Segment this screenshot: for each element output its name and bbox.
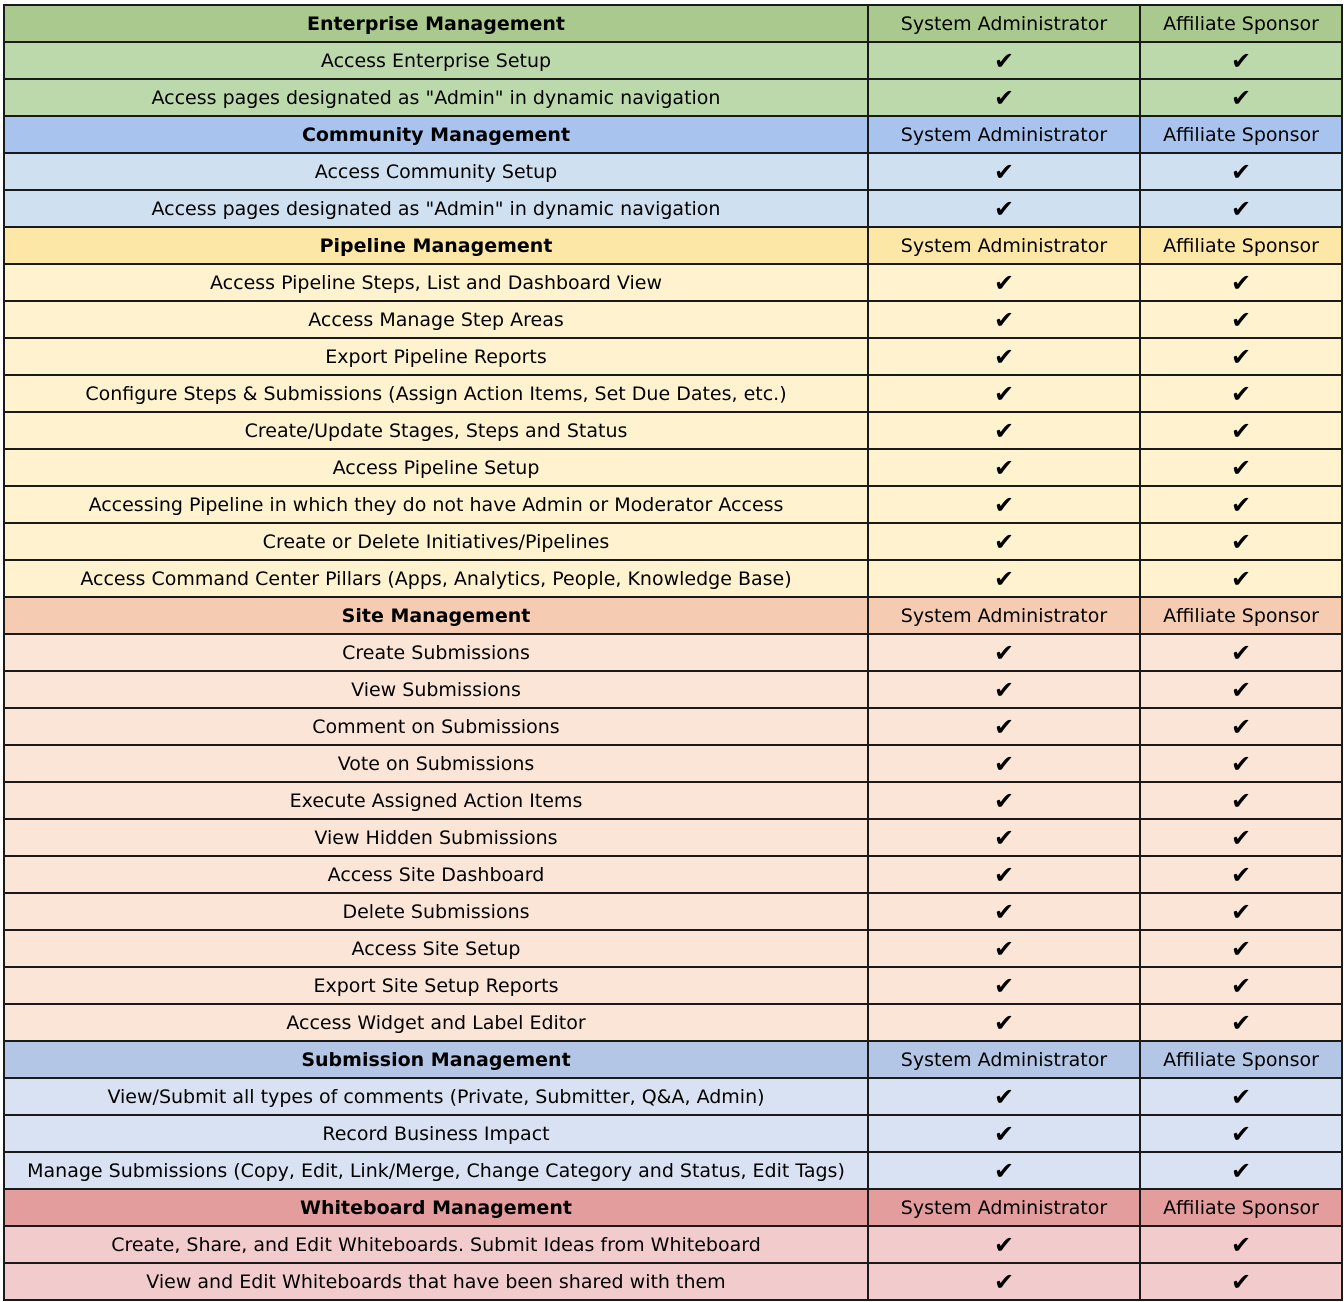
- permission-feature: Export Site Setup Reports: [4, 967, 868, 1004]
- affiliate-sponsor-check-icon: ✔: [1140, 412, 1342, 449]
- affiliate-sponsor-check-icon: ✔: [1140, 42, 1342, 79]
- permission-feature: Create, Share, and Edit Whiteboards. Submit Ideas from Whiteboard: [4, 1226, 868, 1263]
- table-row: [4, 671, 1342, 708]
- system-admin-check-icon: ✔: [868, 1226, 1140, 1263]
- section-header-submission: [4, 1041, 1342, 1078]
- permission-feature: View and Edit Whiteboards that have been shared with them: [4, 1263, 868, 1300]
- column-header-affiliate-sponsor: Affiliate Sponsor: [1140, 116, 1342, 153]
- affiliate-sponsor-check-icon: ✔: [1140, 449, 1342, 486]
- system-admin-check-icon: ✔: [868, 486, 1140, 523]
- table-row: [4, 856, 1342, 893]
- system-admin-check-icon: ✔: [868, 745, 1140, 782]
- affiliate-sponsor-check-icon: ✔: [1140, 634, 1342, 671]
- permissions-table-body: [4, 5, 1342, 1300]
- table-row: [4, 375, 1342, 412]
- permission-feature: View Hidden Submissions: [4, 819, 868, 856]
- system-admin-check-icon: ✔: [868, 338, 1140, 375]
- permission-feature: Access Manage Step Areas: [4, 301, 868, 338]
- table-row: [4, 1004, 1342, 1041]
- column-header-system-administrator: System Administrator: [868, 1189, 1140, 1226]
- affiliate-sponsor-check-icon: ✔: [1140, 153, 1342, 190]
- permission-feature: Manage Submissions (Copy, Edit, Link/Merge, Change Category and Status, Edit Tags): [4, 1152, 868, 1189]
- permission-feature: Create/Update Stages, Steps and Status: [4, 412, 868, 449]
- system-admin-check-icon: ✔: [868, 1115, 1140, 1152]
- affiliate-sponsor-check-icon: ✔: [1140, 1263, 1342, 1300]
- affiliate-sponsor-check-icon: ✔: [1140, 375, 1342, 412]
- system-admin-check-icon: ✔: [868, 1263, 1140, 1300]
- affiliate-sponsor-check-icon: ✔: [1140, 1004, 1342, 1041]
- affiliate-sponsor-check-icon: ✔: [1140, 856, 1342, 893]
- permission-feature: View Submissions: [4, 671, 868, 708]
- system-admin-check-icon: ✔: [868, 79, 1140, 116]
- affiliate-sponsor-check-icon: ✔: [1140, 79, 1342, 116]
- system-admin-check-icon: ✔: [868, 42, 1140, 79]
- section-title: Pipeline Management: [4, 227, 868, 264]
- system-admin-check-icon: ✔: [868, 375, 1140, 412]
- system-admin-check-icon: ✔: [868, 782, 1140, 819]
- affiliate-sponsor-check-icon: ✔: [1140, 523, 1342, 560]
- table-row: [4, 79, 1342, 116]
- permission-feature: Access Site Setup: [4, 930, 868, 967]
- column-header-system-administrator: System Administrator: [868, 5, 1140, 42]
- table-row: [4, 560, 1342, 597]
- affiliate-sponsor-check-icon: ✔: [1140, 893, 1342, 930]
- table-row: [4, 745, 1342, 782]
- system-admin-check-icon: ✔: [868, 1078, 1140, 1115]
- permission-feature: Record Business Impact: [4, 1115, 868, 1152]
- table-row: [4, 1115, 1342, 1152]
- section-header-community: [4, 116, 1342, 153]
- table-row: [4, 1078, 1342, 1115]
- permission-feature: Export Pipeline Reports: [4, 338, 868, 375]
- section-title: Submission Management: [4, 1041, 868, 1078]
- system-admin-check-icon: ✔: [868, 1152, 1140, 1189]
- permission-feature: Vote on Submissions: [4, 745, 868, 782]
- permission-feature: Create or Delete Initiatives/Pipelines: [4, 523, 868, 560]
- permission-feature: Access Command Center Pillars (Apps, Analytics, People, Knowledge Base): [4, 560, 868, 597]
- permission-feature: Comment on Submissions: [4, 708, 868, 745]
- system-admin-check-icon: ✔: [868, 634, 1140, 671]
- system-admin-check-icon: ✔: [868, 893, 1140, 930]
- column-header-affiliate-sponsor: Affiliate Sponsor: [1140, 227, 1342, 264]
- permission-feature: Access Pipeline Setup: [4, 449, 868, 486]
- column-header-affiliate-sponsor: Affiliate Sponsor: [1140, 5, 1342, 42]
- system-admin-check-icon: ✔: [868, 819, 1140, 856]
- system-admin-check-icon: ✔: [868, 301, 1140, 338]
- permission-feature: View/Submit all types of comments (Private, Submitter, Q&A, Admin): [4, 1078, 868, 1115]
- permission-feature: Access pages designated as "Admin" in dynamic navigation: [4, 79, 868, 116]
- affiliate-sponsor-check-icon: ✔: [1140, 338, 1342, 375]
- section-title: Enterprise Management: [4, 5, 868, 42]
- system-admin-check-icon: ✔: [868, 449, 1140, 486]
- permission-feature: Access Community Setup: [4, 153, 868, 190]
- table-row: [4, 264, 1342, 301]
- column-header-affiliate-sponsor: Affiliate Sponsor: [1140, 597, 1342, 634]
- affiliate-sponsor-check-icon: ✔: [1140, 1152, 1342, 1189]
- affiliate-sponsor-check-icon: ✔: [1140, 708, 1342, 745]
- section-title: Whiteboard Management: [4, 1189, 868, 1226]
- section-header-enterprise: [4, 5, 1342, 42]
- table-row: [4, 1226, 1342, 1263]
- section-header-whiteboard: [4, 1189, 1342, 1226]
- table-row: [4, 190, 1342, 227]
- table-row: [4, 819, 1342, 856]
- affiliate-sponsor-check-icon: ✔: [1140, 264, 1342, 301]
- system-admin-check-icon: ✔: [868, 967, 1140, 1004]
- affiliate-sponsor-check-icon: ✔: [1140, 1078, 1342, 1115]
- column-header-affiliate-sponsor: Affiliate Sponsor: [1140, 1189, 1342, 1226]
- permission-feature: Configure Steps & Submissions (Assign Action Items, Set Due Dates, etc.): [4, 375, 868, 412]
- section-title: Site Management: [4, 597, 868, 634]
- affiliate-sponsor-check-icon: ✔: [1140, 1226, 1342, 1263]
- table-row: [4, 1152, 1342, 1189]
- affiliate-sponsor-check-icon: ✔: [1140, 671, 1342, 708]
- affiliate-sponsor-check-icon: ✔: [1140, 967, 1342, 1004]
- column-header-system-administrator: System Administrator: [868, 597, 1140, 634]
- permission-feature: Accessing Pipeline in which they do not have Admin or Moderator Access: [4, 486, 868, 523]
- permission-feature: Access pages designated as "Admin" in dynamic navigation: [4, 190, 868, 227]
- column-header-system-administrator: System Administrator: [868, 116, 1140, 153]
- affiliate-sponsor-check-icon: ✔: [1140, 486, 1342, 523]
- table-row: [4, 153, 1342, 190]
- system-admin-check-icon: ✔: [868, 264, 1140, 301]
- column-header-system-administrator: System Administrator: [868, 1041, 1140, 1078]
- table-row: [4, 523, 1342, 560]
- affiliate-sponsor-check-icon: ✔: [1140, 301, 1342, 338]
- permission-feature: Create Submissions: [4, 634, 868, 671]
- affiliate-sponsor-check-icon: ✔: [1140, 819, 1342, 856]
- system-admin-check-icon: ✔: [868, 930, 1140, 967]
- system-admin-check-icon: ✔: [868, 1004, 1140, 1041]
- table-row: [4, 708, 1342, 745]
- table-row: [4, 634, 1342, 671]
- system-admin-check-icon: ✔: [868, 560, 1140, 597]
- section-header-site: [4, 597, 1342, 634]
- table-row: [4, 486, 1342, 523]
- table-row: [4, 412, 1342, 449]
- column-header-affiliate-sponsor: Affiliate Sponsor: [1140, 1041, 1342, 1078]
- permission-feature: Access Enterprise Setup: [4, 42, 868, 79]
- permission-feature: Delete Submissions: [4, 893, 868, 930]
- affiliate-sponsor-check-icon: ✔: [1140, 1115, 1342, 1152]
- system-admin-check-icon: ✔: [868, 153, 1140, 190]
- table-row: [4, 1263, 1342, 1300]
- permissions-table: [3, 4, 1343, 1301]
- system-admin-check-icon: ✔: [868, 856, 1140, 893]
- column-header-system-administrator: System Administrator: [868, 227, 1140, 264]
- affiliate-sponsor-check-icon: ✔: [1140, 560, 1342, 597]
- table-row: [4, 782, 1342, 819]
- table-row: [4, 930, 1342, 967]
- table-row: [4, 449, 1342, 486]
- system-admin-check-icon: ✔: [868, 523, 1140, 560]
- affiliate-sponsor-check-icon: ✔: [1140, 930, 1342, 967]
- permission-feature: Access Site Dashboard: [4, 856, 868, 893]
- system-admin-check-icon: ✔: [868, 412, 1140, 449]
- section-header-pipeline: [4, 227, 1342, 264]
- table-row: [4, 967, 1342, 1004]
- permission-feature: Access Widget and Label Editor: [4, 1004, 868, 1041]
- section-title: Community Management: [4, 116, 868, 153]
- system-admin-check-icon: ✔: [868, 708, 1140, 745]
- system-admin-check-icon: ✔: [868, 190, 1140, 227]
- system-admin-check-icon: ✔: [868, 671, 1140, 708]
- permission-feature: Access Pipeline Steps, List and Dashboard View: [4, 264, 868, 301]
- table-row: [4, 893, 1342, 930]
- permission-feature: Execute Assigned Action Items: [4, 782, 868, 819]
- affiliate-sponsor-check-icon: ✔: [1140, 782, 1342, 819]
- table-row: [4, 338, 1342, 375]
- table-row: [4, 301, 1342, 338]
- affiliate-sponsor-check-icon: ✔: [1140, 190, 1342, 227]
- table-row: [4, 42, 1342, 79]
- affiliate-sponsor-check-icon: ✔: [1140, 745, 1342, 782]
